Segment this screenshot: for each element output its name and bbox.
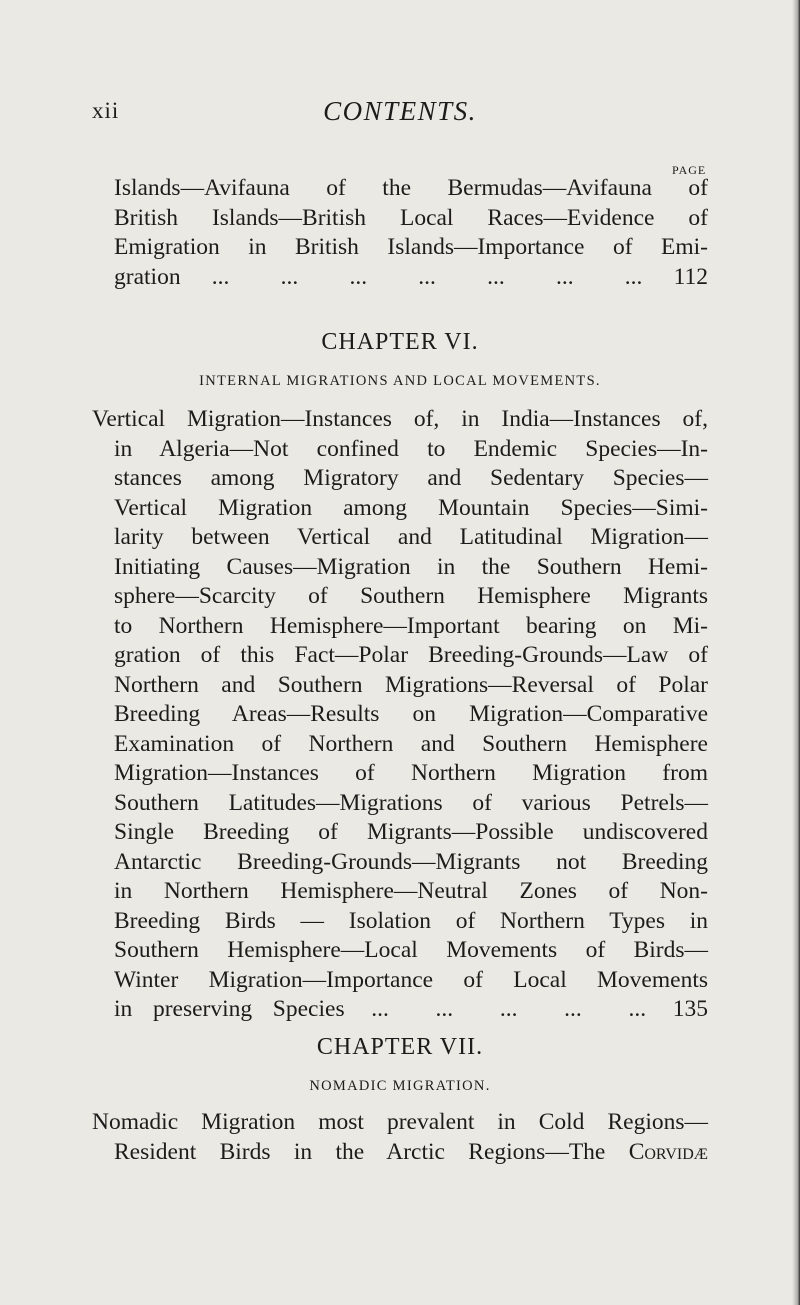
toc-line: [92, 1138, 708, 1168]
toc-line-final: [92, 995, 708, 1025]
toc-line: sphere—Scarcity of Southern Hemisphere Migrants: [114, 583, 708, 609]
chapter-heading: CHAPTER VII.: [316, 1034, 484, 1060]
toc-line: Antarctic Breeding-Grounds—Migrants not Breeding: [114, 848, 708, 875]
running-title: CONTENTS.: [323, 96, 477, 126]
page-column-label: PAGE: [672, 163, 707, 177]
chapter-heading: CHAPTER VI.: [321, 329, 479, 355]
toc-line: Initiating Causes—Migration in the Southern Hemi-: [114, 553, 708, 580]
toc-line: to Northern Hemisphere—Important bearing on Mi-: [114, 612, 708, 639]
toc-line: Nomadic Migration most prevalent in Cold Regions—: [92, 1109, 708, 1135]
toc-line: Migration—Instances of Northern Migration from: [114, 760, 708, 786]
toc-line: in Northern Hemisphere—Neutral Zones of Non-: [114, 878, 708, 904]
toc-entry-chapter-7: [92, 1108, 708, 1167]
toc-entry-chapter-6: [92, 405, 708, 1025]
toc-line: stances among Migratory and Sedentary Species—: [114, 465, 708, 491]
page-header: [0, 96, 800, 132]
toc-line: Northern and Southern Migrations—Reversal of Polar: [114, 671, 708, 698]
dot-leader: ... ... ... ... ...: [371, 996, 647, 1022]
toc-line: in Algeria—Not confined to Endemic Species—In-: [114, 435, 708, 462]
toc-entry-continued: [92, 174, 708, 292]
toc-line: Islands—Avifauna of the Bermudas—Avifauna of: [114, 175, 708, 201]
toc-line: Breeding Areas—Results on Migration—Comparative: [114, 701, 708, 727]
toc-line: Examination of Northern and Southern Hemisphere: [114, 730, 708, 757]
toc-line: British Islands—British Local Races—Evidence of: [114, 204, 708, 231]
toc-line: Single Breeding of Migrants—Possible undiscovered: [114, 819, 708, 845]
chapter-subtitle: NOMADIC MIGRATION.: [309, 1078, 491, 1094]
page-number: 112: [673, 263, 709, 290]
toc-line: Breeding Birds — Isolation of Northern Types in: [114, 907, 708, 934]
toc-line-text: in preserving Species: [114, 996, 345, 1022]
chapter-subtitle: INTERNAL MIGRATIONS AND LOCAL MOVEMENTS.: [199, 373, 601, 389]
toc-line: Emigration in British Islands—Importance of Emi-: [114, 234, 708, 260]
toc-line: Southern Latitudes—Migrations of various Petrels—: [114, 789, 708, 816]
family-name: Corvidæ: [628, 1138, 708, 1165]
toc-line: Winter Migration—Importance of Local Movements: [114, 966, 708, 993]
page-edge-shadow: [792, 0, 800, 1305]
toc-line: Southern Hemisphere—Local Movements of Birds—: [114, 937, 708, 963]
page-folio: xii: [92, 98, 120, 123]
toc-line-text: gration: [114, 263, 181, 290]
toc-line: Vertical Migration among Mountain Species—Simi-: [114, 494, 708, 521]
toc-line-text: Resident Birds in the Arctic Regions—The: [114, 1138, 606, 1165]
page-number: 135: [672, 996, 708, 1022]
toc-line: Vertical Migration—Instances of, in India—Instances of,: [92, 406, 708, 432]
dot-leader: ... ... ... ... ... ... ...: [211, 263, 643, 290]
toc-line-final: [114, 263, 708, 293]
toc-line: gration of this Fact—Polar Breeding-Grounds—Law of: [114, 642, 708, 668]
toc-line: larity between Vertical and Latitudinal Migration—: [114, 524, 708, 550]
